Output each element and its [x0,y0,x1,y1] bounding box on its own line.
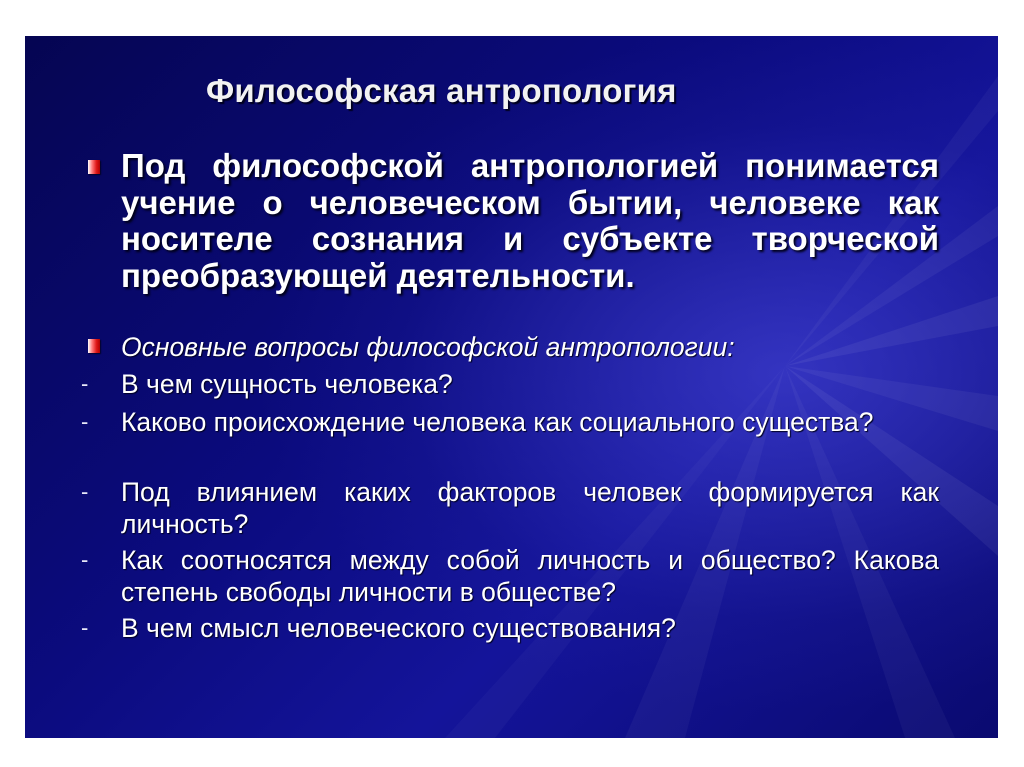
bullet-square-icon [88,339,100,353]
dash-marker: - [81,479,89,504]
slide-title: Философская антропология [206,72,677,109]
bullet-square-icon [88,160,100,174]
slide-body [25,36,998,738]
dash-marker: - [81,615,89,640]
question-item: В чем сущность человека? [121,369,453,399]
question-item: В чем смысл человеческого существования? [121,613,676,643]
question-item: Каково происхождение человека как социального существа? [121,407,874,437]
question-item: Под влиянием каких факторов человек формируется как личность? [121,477,939,539]
definition-text: Под философской антропологией понимается учение о человеческом бытии, человеке как носителе сознания и субъекте творческой преобразующей деятельности. [121,147,939,294]
dash-marker: - [81,371,89,396]
questions-heading: Основные вопросы философской антропологии: [121,332,735,362]
question-item: Как соотносятся между собой личность и общество? Какова степень свободы личности в обществе? [121,545,939,607]
slide [25,36,998,738]
dash-marker: - [81,547,89,572]
dash-marker: - [81,409,89,434]
